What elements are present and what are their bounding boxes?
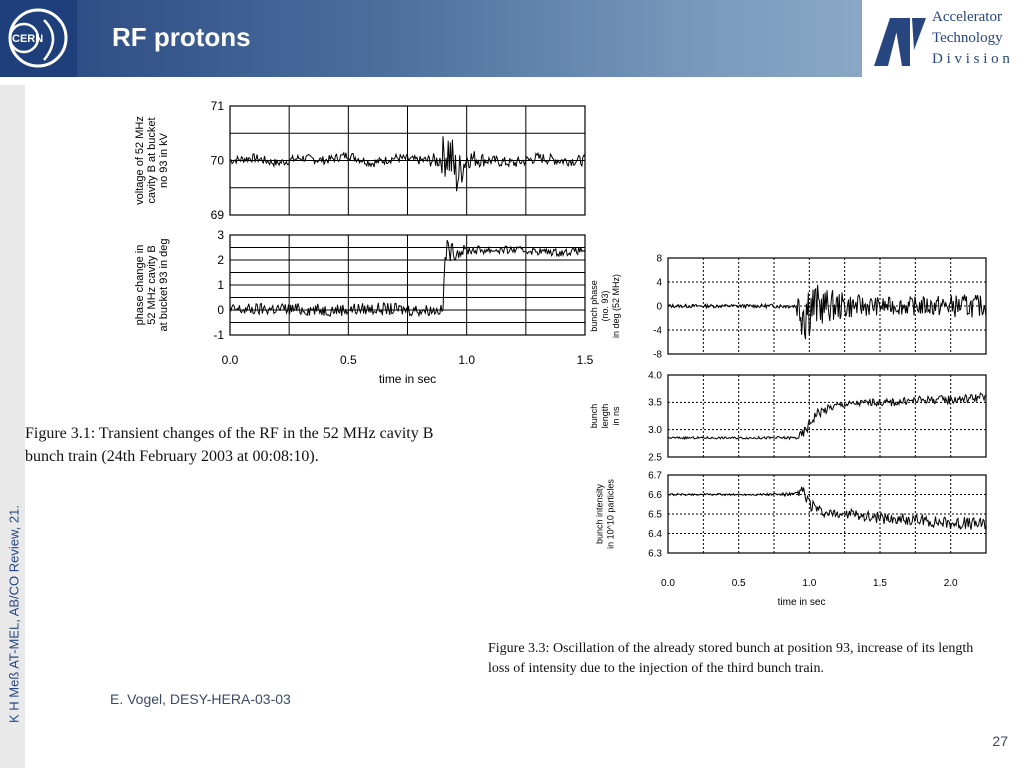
x-axis-label: time in sec	[378, 372, 437, 386]
y-tick-label: 6.4	[648, 528, 662, 540]
y-tick-label: 6.5	[648, 509, 662, 521]
figure-3-1-caption-line-2: bunch train (24th February 2003 at 00:08:10).	[25, 448, 319, 465]
y-tick-label: 6.7	[648, 470, 662, 482]
y-tick-label: 6.6	[648, 489, 662, 501]
x-tick-label: 1.5	[576, 353, 594, 367]
x-tick-label: 0.0	[661, 578, 675, 589]
series-line	[668, 285, 986, 340]
y-tick-label: -1	[213, 328, 224, 342]
y-axis-label	[134, 116, 170, 205]
panel-frame	[668, 375, 986, 457]
y-axis-label-line: in 10^10 particles	[605, 479, 616, 549]
slide-header	[0, 0, 1024, 77]
division-mark-icon	[872, 10, 927, 68]
y-tick-label: 2	[217, 253, 224, 267]
cern-logo	[0, 0, 77, 77]
x-tick-label: 0.0	[221, 353, 239, 367]
y-axis-label-line: bunch phase	[589, 280, 599, 332]
y-axis-label-line: 52 MHz cavity B	[146, 245, 158, 325]
y-tick-label: -8	[653, 349, 662, 361]
y-tick-label: 0	[217, 303, 224, 317]
division-line-1: Accelerator	[932, 9, 1002, 25]
division-line-2: Technology	[932, 30, 1003, 46]
y-tick-label: 1	[217, 278, 224, 292]
division-logo	[862, 0, 1024, 77]
division-line-3: D i v i s i o n	[932, 51, 1010, 67]
y-axis-label	[589, 274, 621, 338]
y-axis-label	[134, 239, 170, 332]
figure-3-3-caption-line-1: Figure 3.3: Oscillation of the already stored bunch at position 93, increase of its length	[488, 641, 974, 656]
y-axis-label-line: in ns	[611, 406, 621, 426]
figure-3-3-chart	[580, 250, 1000, 615]
y-axis-label-line: no 93 in kV	[158, 132, 170, 189]
y-axis-label-line: bunch	[589, 403, 599, 429]
x-tick-label: 1.0	[458, 353, 476, 367]
side-footer-text: K H Meß AT-MEL, AB/CO Review, 21.	[6, 505, 22, 723]
series-line	[668, 487, 986, 530]
source-reference: E. Vogel, DESY-HERA-03-03	[110, 691, 291, 707]
panel-3	[595, 470, 987, 559]
y-axis-label-line: at bucket 93 in deg	[158, 238, 170, 332]
panel-2	[589, 370, 986, 463]
y-tick-label: 2.5	[648, 452, 662, 464]
x-tick-label: 1.5	[873, 578, 887, 589]
y-axis-label	[589, 404, 621, 429]
y-axis-label-line: voltage of 52 MHz	[134, 116, 146, 205]
y-axis-label-line: in deg (52 MHz)	[611, 273, 621, 339]
y-tick-label: 4	[656, 277, 662, 289]
x-tick-label: 0.5	[731, 578, 746, 589]
y-axis-label-line: length	[600, 403, 610, 429]
cern-logo-text: CERN	[12, 33, 44, 45]
figure-3-3-caption-line-2: loss of intensity due to the injection of the third bunch train.	[488, 661, 824, 676]
y-axis-label-line: bunch intensity	[594, 483, 605, 545]
y-tick-label: 70	[210, 153, 224, 168]
x-tick-label: 1.0	[802, 578, 817, 589]
y-tick-label: 0	[656, 301, 662, 313]
x-tick-label: 0.5	[339, 353, 357, 367]
x-tick-label: 2.0	[943, 578, 958, 589]
y-axis-label-line: phase change in	[134, 244, 146, 326]
panel-1	[134, 99, 585, 222]
y-tick-label: 4.0	[648, 370, 662, 382]
y-tick-label: 8	[656, 253, 662, 265]
series-line	[668, 393, 986, 439]
y-tick-label: 3.5	[648, 397, 662, 409]
y-tick-label: 3	[217, 228, 224, 242]
y-tick-label: 69	[210, 208, 224, 222]
figure-3-1-caption-line-1: Figure 3.1: Transient changes of the RF in the 52 MHz cavity B	[25, 425, 434, 442]
x-axis-label: time in sec	[777, 597, 826, 608]
y-tick-label: 6.3	[648, 548, 662, 560]
panel-2	[134, 228, 585, 342]
y-axis-label-line: cavity B at bucket	[146, 117, 158, 204]
y-axis-label	[595, 479, 616, 549]
y-tick-label: 71	[210, 99, 224, 113]
slide-title: RF protons	[112, 22, 251, 52]
panel-1	[589, 253, 986, 360]
page-number: 27	[992, 733, 1008, 749]
y-tick-label: -4	[653, 325, 662, 337]
y-axis-label-line: (no. 93)	[600, 290, 610, 322]
y-tick-label: 3.0	[648, 425, 662, 436]
